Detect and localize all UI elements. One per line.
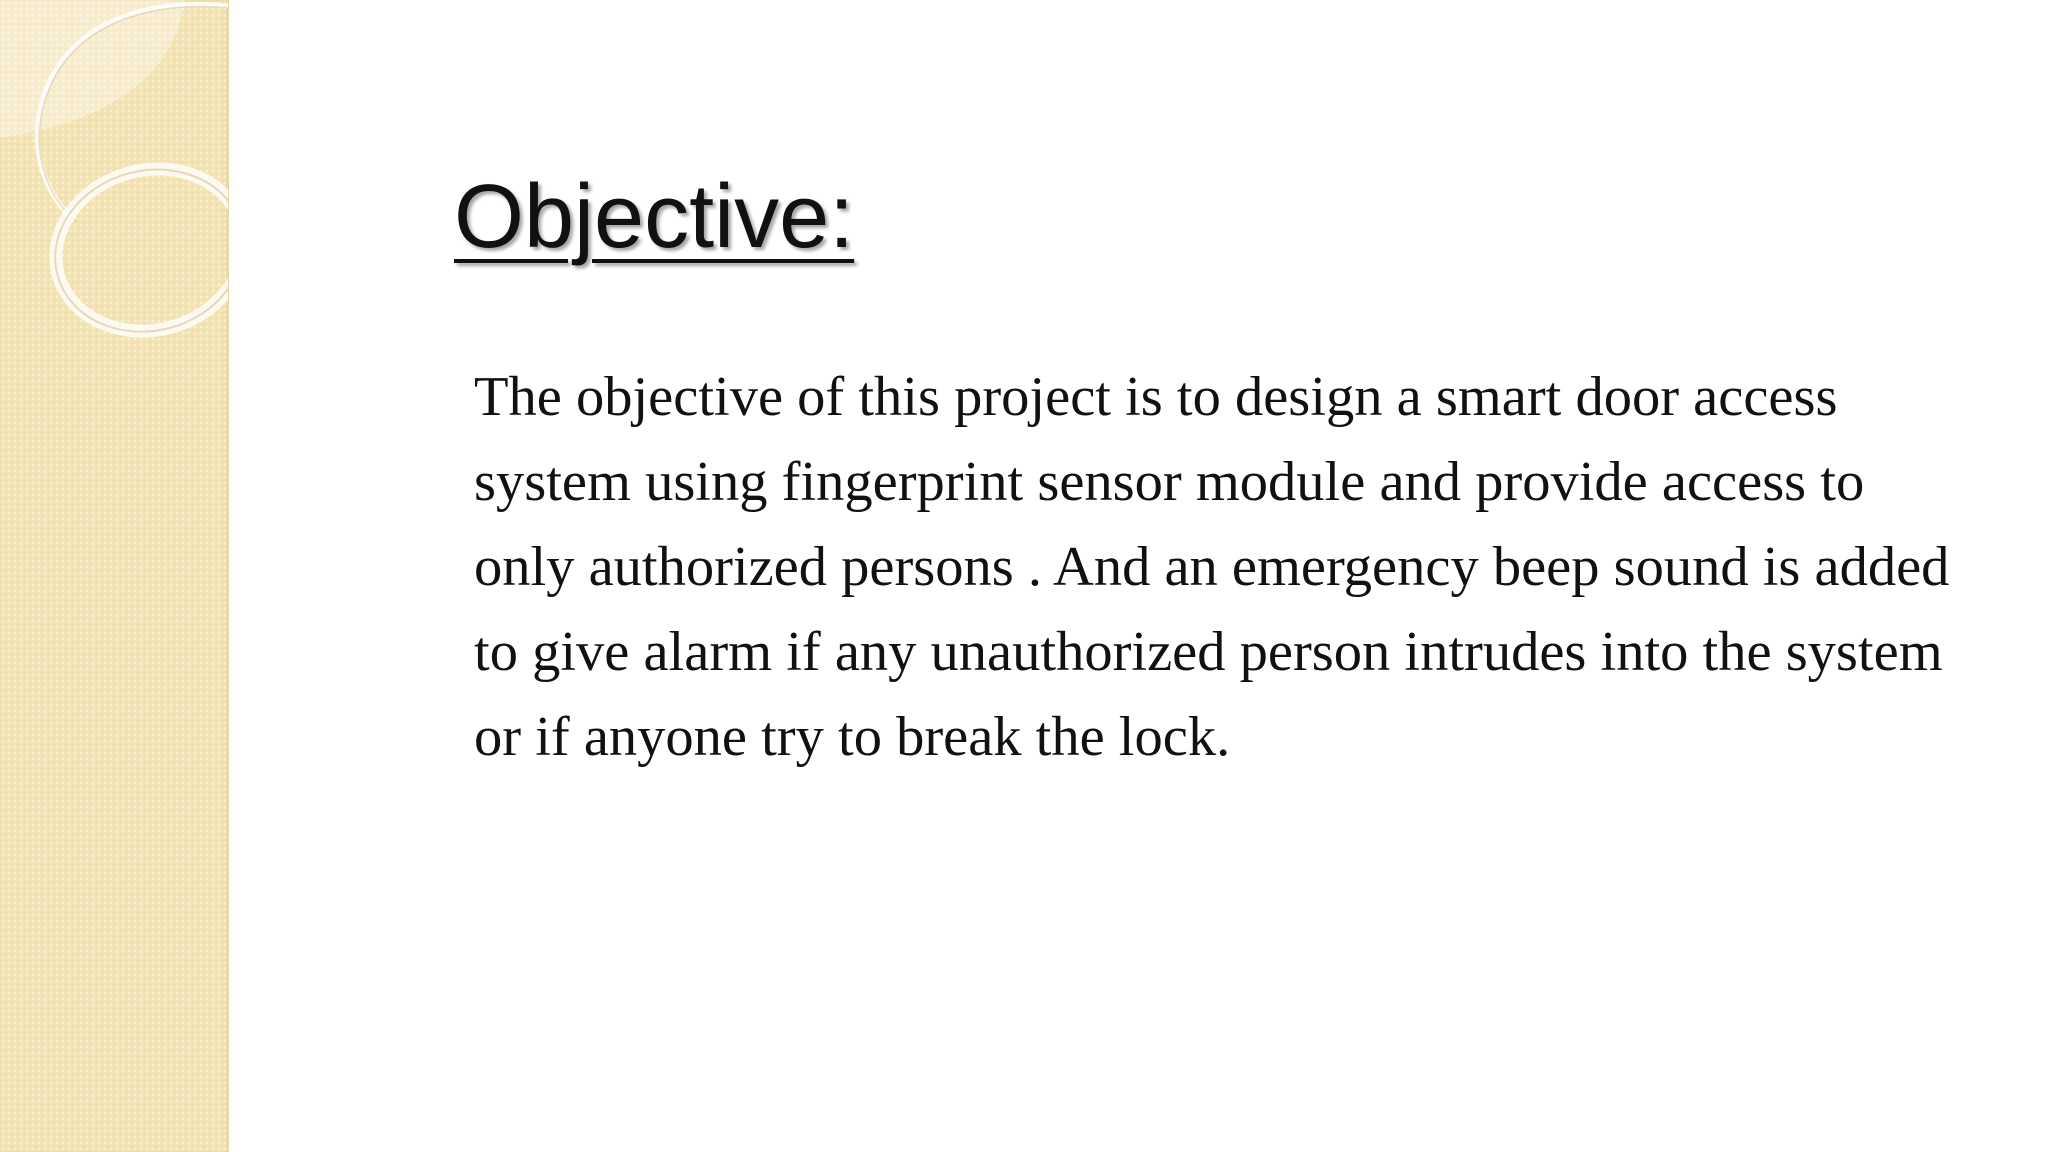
objective-paragraph: The objective of this project is to design a smart door access system using fingerprint sensor module and provide access to only authorized persons . And an emergency beep sound is added to give alarm if any unauthorized person intrudes into the system or if anyone try to break the lock. [474,366,1950,768]
decorative-swirl-graphic [0,0,228,420]
slide-title: Objective: [454,167,855,267]
decorative-side-panel [0,0,229,1152]
